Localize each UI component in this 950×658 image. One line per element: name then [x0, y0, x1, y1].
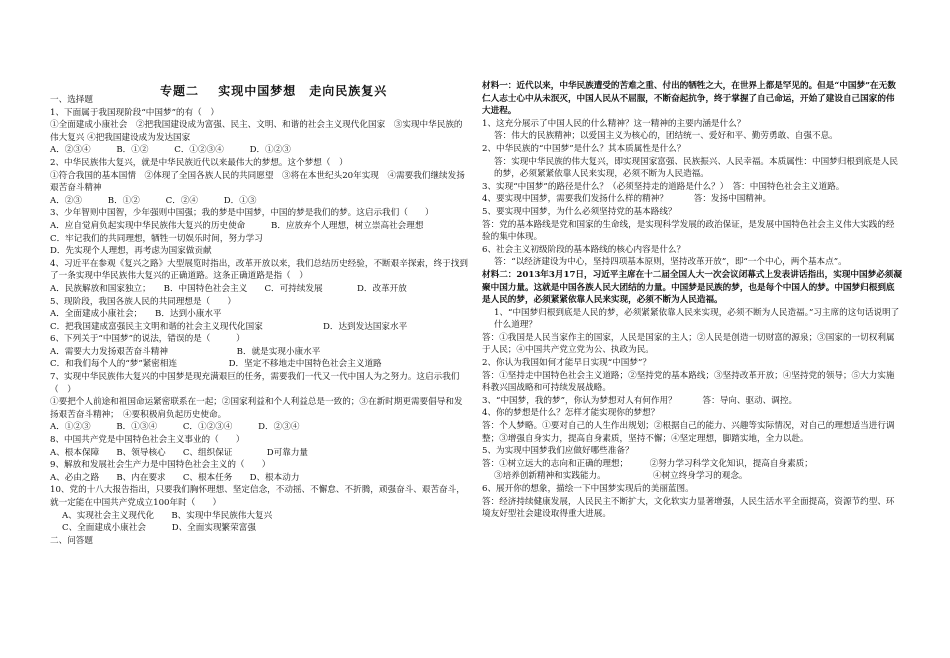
question-3: 3、少年智则中国智，少年强则中国强；我的梦是中国梦，中国的梦是我们的梦。这启示我们（ ） [50, 208, 434, 219]
question-7-answers: A．①②③ B．①③④ C．①②③④ D．②③④ [50, 422, 300, 433]
question-9-answers: A、必由之路 B、内在要求 C、根本任务 D、根本动力 [50, 472, 300, 483]
material-1-question-5: 5、要实现中国梦，为什么必须坚持党的基本路线？ [482, 206, 677, 217]
question-1-answers: A．②③④ B．①② C．①②③④ D．①②③ [50, 145, 291, 156]
material-2: 材料二：2013年3月17日，习近平主席在十二届全国人大一次会议闭幕式上发表讲话指出，实现中国梦必须凝聚中国力量。这就是中国各族人民大团结的力量。中国梦是民族的梦，也是每个中国人的梦。中国梦归根到底是人民的梦，必须紧紧依靠人民来实现，必须不断为人民造福。 [482, 269, 902, 306]
question-2-answers: A．②③ B．①② C．②④ D．①③ [50, 195, 257, 206]
question-4-answers: A．民族解放和国家独立； B．中国特色社会主义 C．可持续发展 D．改革开放 [50, 283, 407, 294]
material-2-question-4: 4、你的梦想是什么？怎样才能实现你的梦想？ [482, 408, 660, 419]
left-column [50, 80, 468, 547]
material-2-question-5: 5、为实现中国梦我们应做好哪些准备？ [482, 446, 634, 457]
material-1-answer-1: 答：伟大的民族精神；以爱国主义为核心的，团结统一、爱好和平、勤劳勇敢、自强不息。 [494, 131, 838, 142]
question-7-options: ①要把个人前途和祖国命运紧密联系在一起；②国家利益和个人利益总是一致的；③在新时期更需要倡导和发扬艰苦奋斗精神； ④要积极肩负起历史使命。 [50, 397, 463, 420]
question-5-option-cd: C．把我国建成富强民主文明和谐的社会主义现代化国家 D．达到发达国家水平 [50, 321, 408, 332]
section-heading-qa: 二、问答题 [50, 535, 93, 546]
right-column [482, 80, 902, 521]
material-1-question-2: 2、中华民族的“中国梦”是什么？其本质属性是什么？ [482, 143, 686, 154]
question-6-option-ab: A．需要大力发扬艰苦奋斗精神 B．就是实现小康水平 [50, 346, 321, 357]
question-10: 10、党的十八大报告指出，只要我们胸怀理想、坚定信念，不动摇、不懈怠、不折腾，顽强奋斗、艰苦奋斗，就一定能在中国共产党成立100年时（ ） [50, 485, 465, 508]
material-1-answer-5: 答：党的基本路线是党和国家的生命线，是实现科学发展的政治保证，是发展中国特色社会主义伟大实践的经验的集中体现。 [482, 219, 895, 243]
question-8-answers: A、根本保障 B、领导核心 C、组织保证 D可靠力量 [50, 447, 309, 458]
question-3-option-c: C．牢记我们的共同理想，牺牲一切娱乐时间，努力学习 [50, 233, 263, 244]
question-2-options: ①符合我国的基本国情 ②体现了全国各族人民的共同愿望 ③将在本世纪头20年实现 ④需要我们继续发扬艰苦奋斗精神 [50, 170, 465, 194]
question-6-option-cd: C．和我们每个人的“梦”紧密相连 D．坚定不移地走中国特色社会主义道路 [50, 359, 382, 370]
question-5: 5、现阶段，我国各族人民的共同理想是（ ） [50, 296, 236, 307]
question-3-option-d: D．先实现个人理想，再考虑为国家做贡献 [50, 246, 212, 257]
topic-label: 专题二 [160, 84, 200, 98]
question-7: 7、实现中华民族伟大复兴的中国梦是现充满艰巨的任务，需要我们一代又一代中国人为之努力。这启示我们（ ） [50, 372, 460, 395]
material-2-answer-5b: ③培养创新精神和实践能力。 ④树立终身学习的观念。 [494, 471, 748, 482]
material-2-question-1: 1、“中国梦归根到底是人民的梦，必须紧紧依靠人民来实现，必须不断为人民造福。”习主席的这句话说明了什么道理？ [494, 307, 900, 331]
section-heading-choice: 一、选择题 [50, 95, 93, 105]
material-1-question-6: 6、社会主义初级阶段的基本路线的核心内容是什么？ [482, 244, 686, 255]
material-1-question-3: 3、实现“中国梦”的路径是什么？（必须坚持走的道路是什么？） 答：中国特色社会主义道路。 [482, 181, 845, 192]
material-2-answer-4: 答：个人梦略。①要对自己的人生作出规划；②根据自己的能力、兴趣等实际情况，对自己的理想适当进行调整；③增强自身实力，提高自身素质，坚持不懈；④坚定理想，脚踏实地，全力以赴。 [482, 421, 895, 444]
question-1-options: ①全面建成小康社会 ②把我国建设成为富强、民主、文明、和谐的社会主义现代化国家 ③实现中华民族的伟大复兴 ④把我国建设成为发达国家 [50, 120, 463, 143]
question-10-option-ab: A、实现社会主义现代化 B、实现中华民族伟大复兴 [62, 510, 273, 521]
question-6: 6、下列关于“中国梦”的说法，错误的是（ ） [50, 334, 245, 345]
material-1-answer-2: 答：实现中华民族的伟大复兴，即实现国家富强、民族振兴、人民幸福。本质属性：中国梦归根到底是人民的梦，必须紧紧依靠人民来实现，必须不断为人民造福。 [494, 156, 898, 180]
question-2: 2、中华民族伟大复兴，就是中华民族近代以来最伟大的梦想。这个梦想（ ） [50, 157, 348, 168]
material-2-question-2: 2、你认为我国如何才能早日实现“中国梦”？ [482, 358, 651, 369]
question-1: 1、下面属于我国现阶段“中国梦”的有（ ） [50, 107, 219, 118]
material-2-question-6: 6、展开你的想象，描绘一下中国梦实现后的美丽蓝图。 [482, 484, 694, 494]
question-5-option-ab: A．全面建成小康社会； B．达到小康水平 [50, 309, 222, 320]
question-9: 9、解放和发展社会生产力是中国特色社会主义的（ ） [50, 460, 271, 471]
material-2-answer-2: 答：①坚持走中国特色社会主义道路；②坚持党的基本路线；③坚持改革开放；④坚持党的领导；⑤大力实施科教兴国战略和可持续发展战略。 [482, 370, 895, 394]
material-2-answer-6: 答：经济持续健康发展，人民民主不断扩大，文化软实力显著增强，人民生活水平全面提高，资源节约型、环境友好型社会建设取得重大进展。 [482, 496, 895, 520]
material-2-question-3: 3、“中国梦，我的梦”，你认为梦想对人有何作用？ 答：导向、驱动、调控。 [482, 395, 798, 406]
question-3-option-ab: A．应自觉肩负起实现中华民族伟大复兴的历史使命 B．应放弃个人理想，树立崇高社会理想 [50, 220, 424, 231]
material-1: 材料一：近代以来，中华民族遭受的苦难之重、付出的牺牲之大，在世界上都是罕见的。但是“中国梦”在无数仁人志士心中从未泯灭，中国人民从不屈服，不断奋起抗争，终于掌握了自己命运，开始了建设自己国家的伟大进程。 [482, 81, 896, 117]
question-4: 4、习近平在参观《复兴之路》大型展览时指出，改革开放以来，我们总结历史经验，不断艰辛探索，终于找到了一条实现中华民族伟大复兴的正确道路。这条正确道路是指（ ） [50, 258, 468, 282]
question-8: 8、中国共产党是中国特色社会主义事业的（ ） [50, 435, 245, 446]
material-2-answer-1: 答：①我国是人民当家作主的国家，人民是国家的主人；②人民是创造一切财富的源泉；③国家的一切权利属于人民；④中国共产党立党为公、执政为民。 [482, 332, 895, 356]
question-10-option-cd: C、全面建成小康社会 D、全面实现繁荣富强 [62, 523, 256, 534]
material-1-answer-6: 答：“以经济建设为中心，坚持四项基本原则，坚持改革开放”，即“一个中心，两个基本点”。 [494, 257, 847, 268]
material-1-question-1: 1、这充分展示了中国人民的什么精神？这一精神的主要内涵是什么？ [482, 118, 746, 129]
material-1-question-4: 4、要实现中国梦，需要我们发扬什么样的精神？ 答：发扬中国精神。 [482, 194, 772, 205]
topic-heading: 实现中国梦想 走向民族复兴 [218, 84, 388, 98]
material-2-answer-5a: 答：①树立远大的志向和正确的理想； ②努力学习科学文化知识，提高自身素质； [482, 458, 813, 469]
